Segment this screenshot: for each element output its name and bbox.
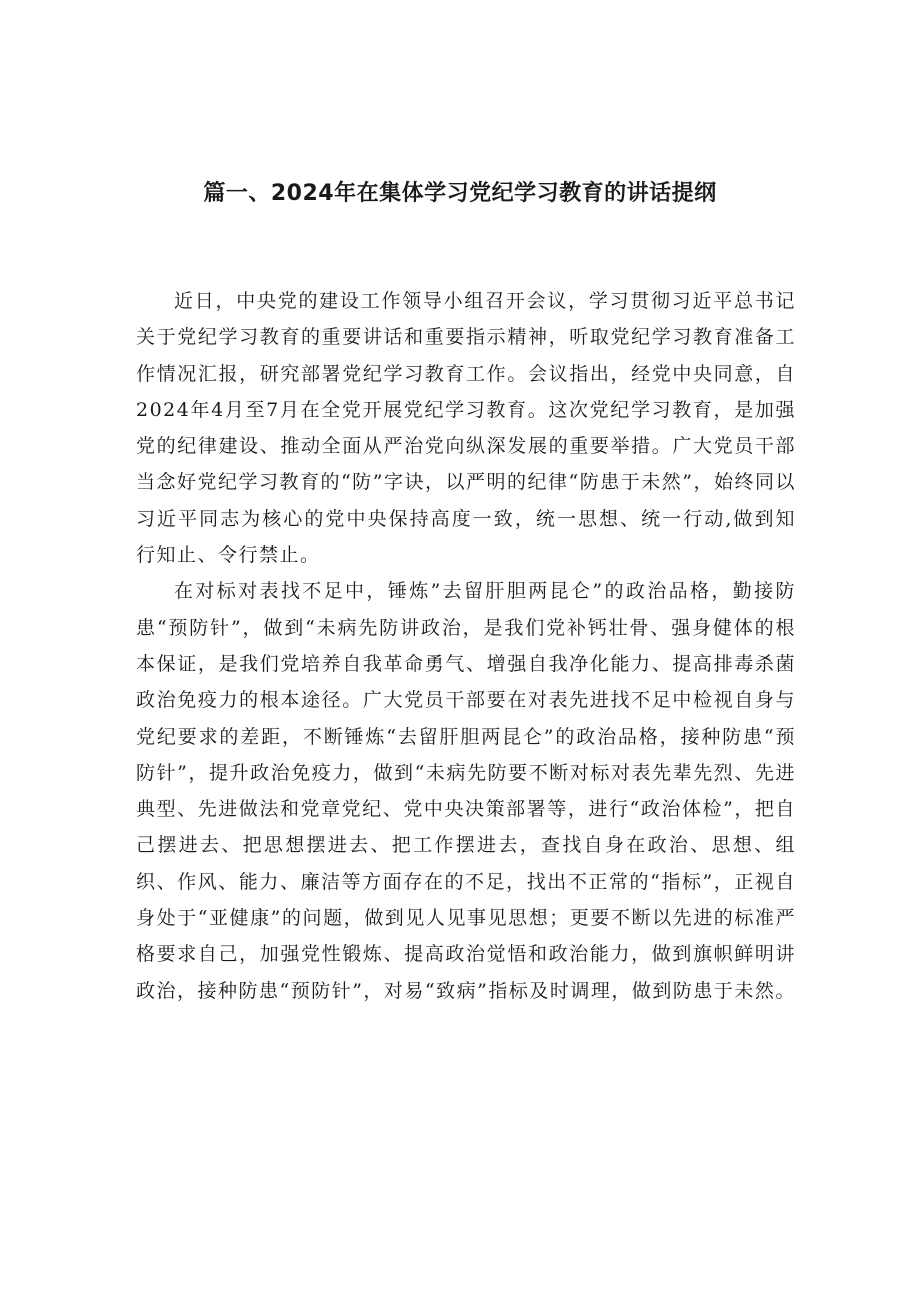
document-title: 篇一、2024年在集体学习党纪学习教育的讲话提纲	[203, 181, 717, 206]
paragraph-1: 近日，中央党的建设工作领导小组召开会议，学习贯彻习近平总书记关于党纪学习教育的重要讲话和重要指示精神，听取党纪学习教育准备工作情况汇报，研究部署党纪学习教育工作。会议指出，经党中央同意，自2024年4月至7月在全党开展党纪学习教育。这次党纪学习教育，是加强党的纪律建设、推动全面从严治党向纵深发展的重要举措。广大党员干部当念好党纪学习教育的“防”字诀，以严明的纪律“防患于未然”，始终同以习近平同志为核心的党中央保持高度一致，统一思想、统一行动,做到知行知止、令行禁止。	[136, 290, 796, 567]
paragraph-2: 在对标对表找不足中，锤炼”去留肝胆两昆仑”的政治品格，勤接防患“预防针”，做到“未病先防讲政治，是我们党补钙壮骨、强身健体的根本保证，是我们党培养自我革命勇气、增强自我净化能力、提高排毒杀菌政治免疫力的根本途径。广大党员干部要在对表先进找不足中检视自身与党纪要求的差距，不断锤炼“去留肝胆两昆仑”的政治品格，接种防患“预防针”，提升政治免疫力，做到“未病先防要不断对标对表先辈先烈、先进典型、先进做法和党章党纪、党中央决策部署等，进行“政治体检”，把自己摆进去、把思想摆进去、把工作摆进去，查找自身在政治、思想、组织、作风、能力、廉洁等方面存在的不足，找出不正常的“指标”，正视自身处于“亚健康”的问题，做到见人见事见思想；更要不断以先进的标准严格要求自己，加强党性锻炼、提高政治觉悟和政治能力，做到旗帜鲜明讲政治，接种防患“预防针”，对易“致病”指标及时调理，做到防患于未然。	[136, 580, 796, 1002]
document-body	[136, 283, 796, 1009]
